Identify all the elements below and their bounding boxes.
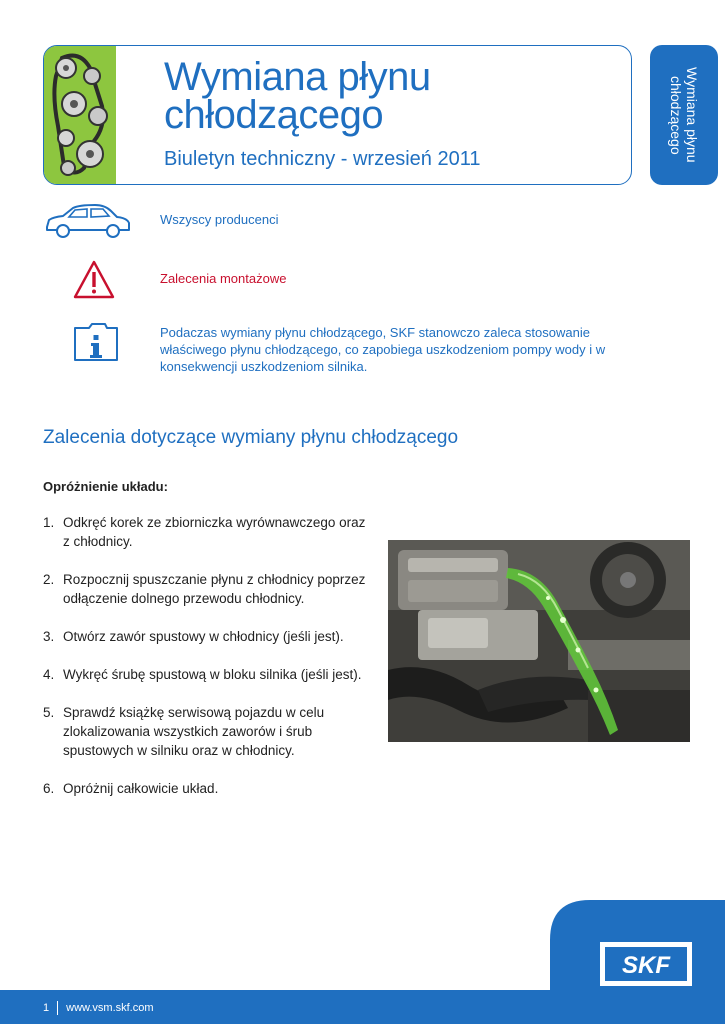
- belt-drive-thumbnail: [44, 46, 116, 184]
- step-number: 6.: [43, 781, 55, 796]
- page-title: Wymiana płynu chłodzącego: [164, 55, 431, 137]
- info-row-note: [43, 322, 683, 376]
- step-number: 1.: [43, 515, 55, 530]
- footer-separator: [57, 1001, 58, 1015]
- section-subheading: Opróżnienie układu:: [43, 479, 168, 494]
- step-number: 2.: [43, 572, 55, 587]
- list-item: [43, 627, 373, 646]
- step-text: Otwórz zawór spustowy w chłodnicy (jeśli jest).: [63, 629, 344, 644]
- list-item: [43, 779, 373, 798]
- car-icon: [43, 203, 133, 241]
- list-item: [43, 513, 373, 551]
- footer-text: [43, 1001, 154, 1015]
- steps-list: [43, 513, 373, 798]
- coolant-draining-illustration: [388, 540, 690, 742]
- step-text: Sprawdź książkę serwisową pojazdu w celu zlokalizowania wszystkich zaworów i śrub spustowych w silniku oraz w chłodnicy.: [63, 705, 325, 758]
- step-text: Wykręć śrubę spustową w bloku silnika (jeśli jest).: [63, 667, 362, 682]
- step-number: 5.: [43, 705, 55, 720]
- info-row-manufacturers: [43, 203, 683, 243]
- step-number: 4.: [43, 667, 55, 682]
- skf-logo-mark: [602, 944, 690, 984]
- step-text: Odkręć korek ze zbiorniczka wyrównawczego oraz z chłodnicy.: [63, 515, 366, 549]
- info-folder-icon: [73, 322, 119, 362]
- page-subtitle: Biuletyn techniczny - wrzesień 2011: [164, 148, 481, 170]
- list-item: [43, 570, 373, 608]
- header-box: [43, 45, 632, 185]
- manufacturers-text: Wszyscy producenci: [160, 212, 279, 227]
- engine-coolant-photo: [388, 540, 690, 742]
- page-number: 1: [43, 1001, 50, 1014]
- list-item: [43, 703, 373, 760]
- belt-drive-icon: [44, 46, 116, 184]
- step-number: 3.: [43, 629, 55, 644]
- info-row-warning: [43, 260, 683, 300]
- side-tab-label: Wymiana płynu chłodzącego: [668, 67, 700, 163]
- warning-icon: [73, 260, 115, 300]
- note-text: Podaczas wymiany płynu chłodzącego, SKF stanowczo zaleca stosowanie właściwego płynu chłodzącego, co zapobiega uszkodzeniom pompy wody i w konsekwencji uszkodzeniom silnika.: [160, 325, 606, 374]
- footer-url-link[interactable]: www.vsm.skf.com: [66, 1001, 154, 1014]
- skf-logo-text: SKF: [622, 952, 670, 979]
- section-heading: Zalecenia dotyczące wymiany płynu chłodzącego: [43, 427, 459, 448]
- list-item: [43, 665, 373, 684]
- skf-logo: [600, 942, 692, 986]
- step-text: Opróżnij całkowicie układ.: [63, 781, 219, 796]
- step-text: Rozpocznij spuszczanie płynu z chłodnicy poprzez odłączenie dolnego przewodu chłodnicy.: [63, 572, 366, 606]
- warning-text: Zalecenia montażowe: [160, 271, 287, 286]
